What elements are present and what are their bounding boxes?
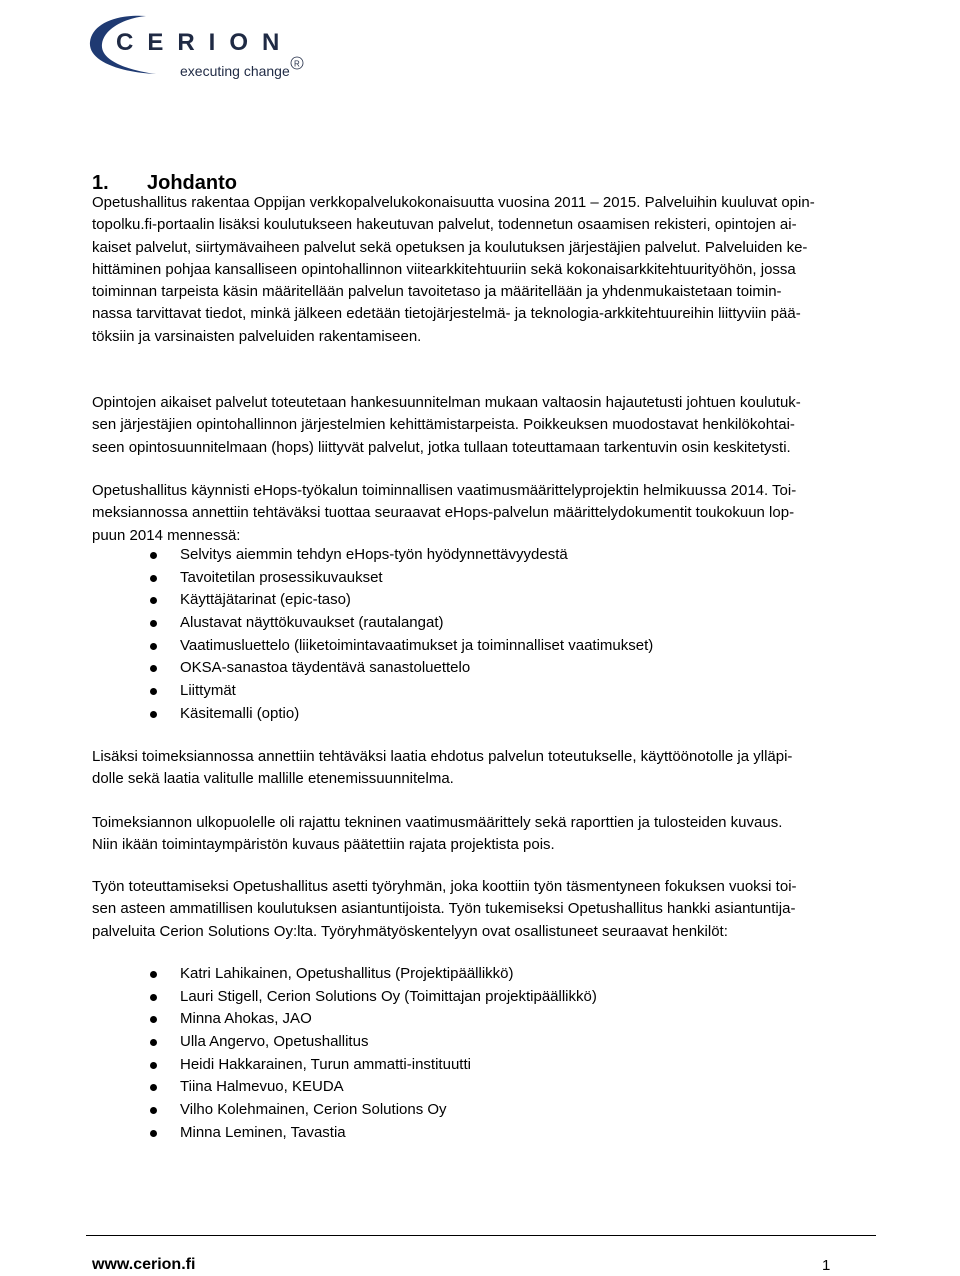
text-line: palveluita Cerion Solutions Oy:lta. Työryhmätyöskentelyyn ovat osallistuneet seuraavat henkilöt:	[92, 922, 728, 940]
list-item: Liittymät	[150, 680, 653, 703]
list-item: Tavoitetilan prosessikuvaukset	[150, 567, 653, 590]
bullet-icon	[150, 620, 157, 627]
text-line: Lisäksi toimeksiannossa annettiin tehtäväksi laatia ehdotus palvelun toteutukselle, käyttöönotolle ja ylläpi-	[92, 748, 793, 765]
text-line: sen asteen ammatillisen koulutuksen asiantuntijoista. Työn tukemiseksi Opetushallitus hankki asiantuntija-	[92, 900, 796, 918]
bullet-icon	[150, 1130, 157, 1137]
list-item: Vilho Kolehmainen, Cerion Solutions Oy	[150, 1099, 597, 1122]
text-line: Opintojen aikaiset palvelut toteutetaan hankesuunnitelman mukaan valtaosin hajautetusti johtuen koulutuk-	[92, 394, 801, 411]
list-item: Selvitys aiemmin tehdyn eHops-työn hyödynnettävyydestä	[150, 544, 653, 567]
text-line: töksiin ja varsinaisten palveluiden rakentamiseen.	[92, 327, 422, 345]
list-item: Minna Ahokas, JAO	[150, 1008, 597, 1031]
bullet-icon	[150, 597, 157, 604]
bullet-icon	[150, 1016, 157, 1023]
logo-registered: R	[294, 59, 300, 69]
text-line: Niin ikään toimintaympäristön kuvaus päätettiin rajata projektista pois.	[92, 836, 555, 854]
participants-list	[150, 963, 597, 1145]
text-line: dolle sekä laatia valitulle mallille etenemissuunnitelma.	[92, 770, 454, 788]
footer-divider	[86, 1235, 876, 1236]
list-item: Katri Lahikainen, Opetushallitus (Projektipäällikkö)	[150, 963, 597, 986]
text-line: Opetushallitus rakentaa Oppijan verkkopalvelukokonaisuutta vuosina 2011 – 2015. Palveluihin kuuluvat opin-	[92, 194, 815, 211]
text-line: Opetushallitus käynnisti eHops-työkalun toiminnallisen vaatimusmäärittelyprojektin helmikuussa 2014. Toi-	[92, 482, 797, 499]
logo-tagline: executing change	[180, 63, 290, 79]
deliverables-list	[150, 544, 653, 726]
text-line: toiminnan tarpeista käsin määritellään palvelun tavoitetaso ja määritellään ja yhdenmukaistetaan toimin-	[92, 283, 782, 301]
paragraph-intro	[92, 192, 882, 348]
paragraph-services	[92, 392, 882, 459]
logo-brand: CERION	[116, 29, 294, 56]
page-number: 1	[822, 1257, 831, 1274]
section-title: Johdanto	[147, 172, 237, 194]
list-item: Vaatimusluettelo (liiketoimintavaatimukset ja toiminnalliset vaatimukset)	[150, 635, 653, 658]
paragraph-scope	[92, 812, 882, 857]
bullet-icon	[150, 665, 157, 672]
paragraph-project	[92, 480, 882, 547]
bullet-icon	[150, 552, 157, 559]
bullet-icon	[150, 1107, 157, 1114]
bullet-icon	[150, 1039, 157, 1046]
list-item: Käyttäjätarinat (epic-taso)	[150, 589, 653, 612]
list-item: Ulla Angervo, Opetushallitus	[150, 1031, 597, 1054]
bullet-icon	[150, 1084, 157, 1091]
bullet-icon	[150, 711, 157, 718]
text-line: Toimeksiannon ulkopuolelle oli rajattu tekninen vaatimusmäärittely sekä raporttien ja tulosteiden kuvaus.	[92, 814, 783, 831]
text-line: meksiannossa annettiin tehtäväksi tuottaa seuraavat eHops-palvelun määrittelydokumentit toukokuun lop-	[92, 504, 795, 522]
text-line: seen opintosuunnitelmaan (hops) liittyvät palvelut, jotka tullaan toteuttamaan tarkentuvin osin keskitetysti.	[92, 438, 791, 456]
footer-website-link[interactable]: www.cerion.fi	[92, 1256, 196, 1273]
paragraph-working-group	[92, 876, 882, 943]
list-item: Minna Leminen, Tavastia	[150, 1122, 597, 1145]
paragraph-additional-task	[92, 746, 882, 791]
list-item: Lauri Stigell, Cerion Solutions Oy (Toimittajan projektipäällikkö)	[150, 986, 597, 1009]
text-line: nassa tarvittavat tiedot, minkä jälkeen edetään tietojärjestelmä- ja teknologia-arkkitehtuureihin liittyviin pää-	[92, 305, 801, 323]
bullet-icon	[150, 1062, 157, 1069]
bullet-icon	[150, 575, 157, 582]
bullet-icon	[150, 994, 157, 1001]
text-line: Työn toteuttamiseksi Opetushallitus asetti työryhmän, joka koottiin työn täsmentyneen fokuksen vuoksi toi-	[92, 878, 797, 895]
bullet-icon	[150, 688, 157, 695]
bullet-icon	[150, 971, 157, 978]
text-line: hittäminen pohjaa kansalliseen opintohallinnon viitearkkitehtuuriin sekä kokonaisarkkitehtuurityöhön, jossa	[92, 260, 796, 278]
list-item: OKSA-sanastoa täydentävä sanastoluettelo	[150, 657, 653, 680]
cerion-logo	[86, 8, 326, 86]
text-line: puun 2014 mennessä:	[92, 526, 241, 544]
bullet-icon	[150, 643, 157, 650]
text-line: sen järjestäjien opintohallinnon järjestelmien kehittämistarpeista. Poikkeuksen muodostavat henkilökohtai-	[92, 416, 795, 434]
list-item: Käsitemalli (optio)	[150, 703, 653, 726]
list-item: Tiina Halmevuo, KEUDA	[150, 1076, 597, 1099]
text-line: kaiset palvelut, siirtymävaiheen palvelut sekä opetuksen ja koulutuksen järjestäjien palvelut. Palveluiden ke-	[92, 238, 808, 256]
list-item: Heidi Hakkarainen, Turun ammatti-instituutti	[150, 1054, 597, 1077]
text-line: topolku.fi-portaalin lisäksi koulutukseen hakeutuvan palvelut, todennetun osaamisen rekisteri, opintojen ai-	[92, 216, 797, 234]
section-number: 1.	[92, 172, 109, 194]
list-item: Alustavat näyttökuvaukset (rautalangat)	[150, 612, 653, 635]
